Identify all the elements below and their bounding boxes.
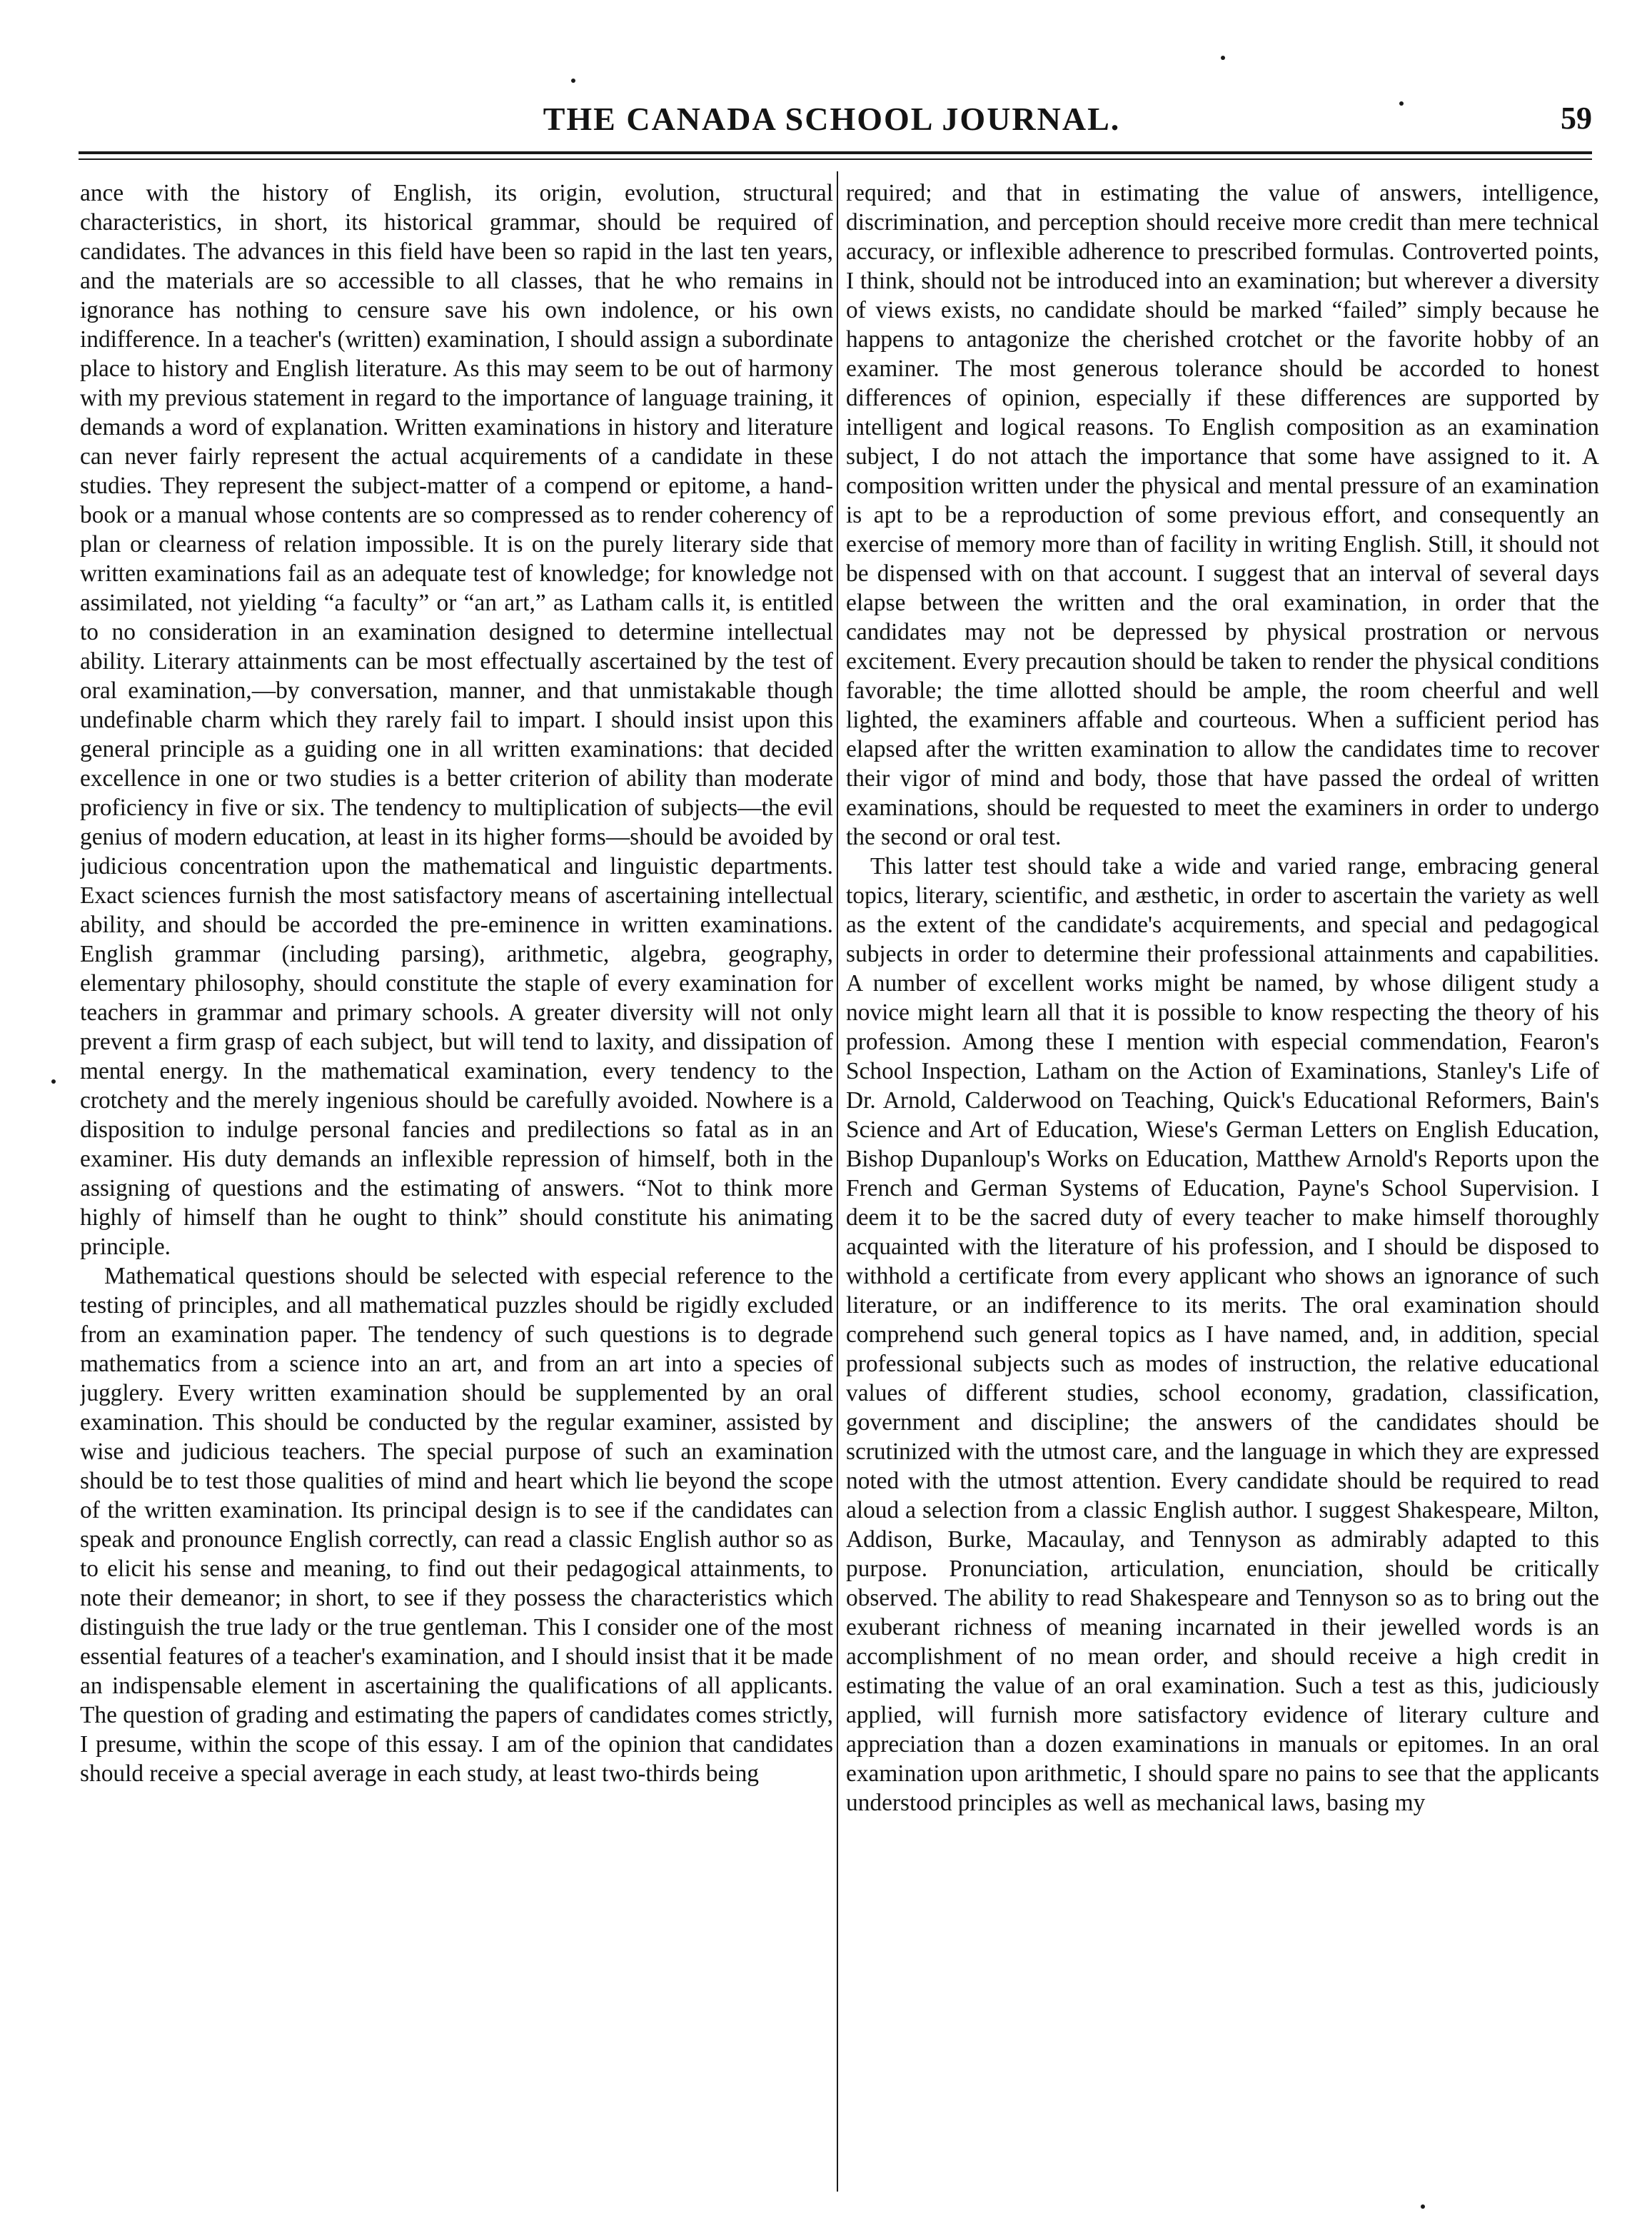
paragraph: This latter test should take a wide and varied range, embracing general topics, literary, scientific, and æsthetic, in order to ascertain the variety as well as the extent of the candidate's acquirements, and special and pedagogical subjects in order to determine their professional attainments and capabilities. A number of excellent works might be named, by whose diligent study a novice might learn all that it is possible to know respecting the theory of his profession. Among these I mention with especial commendation, Fearon's School Inspection, Latham on the Action of Examinations, Stanley's Life of Dr. Arnold, Calderwood on Teaching, Quick's Educational Reformers, Bain's Science and Art of Education, Wiese's German Letters on English Education, Bishop Dupanloup's Works on Education, Matthew Arnold's Reports upon the French and German Systems of Education, Payne's School Supervision. I deem it to be the sacred duty of every teacher to make himself thoroughly acquainted with the literature of his profession, and I should be disposed to withhold a certificate from every applicant who shows an ignorance of such literature, or an indifference to its merits. The oral examination should comprehend such general topics as I have named, and, in addition, special professional subjects such as modes of instruction, the relative educational values of different studies, school economy, gradation, classification, government and discipline; the answers of the candidates should be scrutinized with the utmost care, and the language in which they are expressed noted with the utmost attention. Every candidate should be required to read aloud a selection from a classic English author. I suggest Shakespeare, Milton, Addison, Burke, Macaulay, and Tennyson as admirably adapted to this purpose. Pronunciation, articulation, enunciation, should be critically observed. The ability to read Shakespeare and Tennyson so as to bring out the exuberant richness of meaning incarnated in their jewelled words is an accomplishment of no mean order, and should receive a high credit in estimating the value of an oral examination. Such a test as this, judiciously applied, will furnish more satisfactory evidence of literary culture and appreciation than a dozen examinations in manuals or epitomes. In an oral examination upon arithmetic, I should spare no pains to see that the applicants understood principles as well as mechanical laws, basing my [846,853,1599,1816]
print-speck [1421,2204,1425,2209]
paragraph: ance with the history of English, its origin, evolution, structural characteristics, in short, its historical grammar, should be required of candidates. The advances in this field have been so rapid in the last ten years, and the materials are so accessible to all classes, that he who remains in ignorance has nothing to censure save his own indolence, or his own indifference. In a teacher's (written) examination, I should assign a subordinate place to history and English literature. As this may seem to be out of harmony with my previous statement in regard to the importance of language training, it demands a word of explanation. Written examinations in history and literature can never fairly represent the actual acquirements of a candidate in these studies. They represent the subject-matter of a compend or epitome, a hand-book or a manual whose contents are so compressed as to render coherency of plan or clearness of relation impossible. It is on the purely literary side that written examinations fail as an adequate test of knowledge; for knowledge not assimilated, not yielding “a faculty” or “an art,” as Latham calls it, is entitled to no consideration in an examination designed to determine intellectual ability. Literary attainments can be most effectually ascertained by the test of oral examination,—by conversation, manner, and that unmistakable though undefinable charm which they rarely fail to impart. I should insist upon this general principle as a guiding one in all written examinations: that decided excellence in one or two studies is a better criterion of ability than moderate proficiency in five or six. The tendency to multiplication of subjects—the evil genius of modern education, at least in its higher forms—should be avoided by judicious concentration upon the mathematical and linguistic departments. Exact sciences furnish the most satisfactory means of ascertaining intellectual ability, and should be accorded the pre-eminence in written examinations. English grammar (including parsing), arithmetic, algebra, geography, elementary philosophy, should constitute the staple of every examination for teachers in grammar and primary schools. A greater diversity will not only prevent a firm grasp of each subject, but will tend to laxity, and dissipation of mental energy. In the mathematical examination, every tendency to the crotchety and the merely ingenious should be carefully avoided. Nowhere is a disposition to indulge personal fancies and predilections so fatal as in an examiner. His duty demands an inflexible repression of himself, both in the assigning of questions and the estimating of answers. “Not to think more highly of himself than he ought to think” should constitute his animating principle. [80,180,833,1260]
paragraph: required; and that in estimating the value of answers, intelligence, discrimination, and perception should receive more credit than mere technical accuracy, or inflexible adherence to prescribed formulas. Controverted points, I think, should not be introduced into an examination; but wherever a diversity of views exists, no candidate should be marked “failed” simply because he happens to antagonize the cherished crotchet or the favorite hobby of an examiner. The most generous tolerance should be accorded to honest differences of opinion, especially if these differences are supported by intelligent and logical reasons. To English composition as an examination subject, I do not attach the importance that some have assigned to it. A composition written under the physical and mental pressure of an examination is apt to be a reproduction of some previous effort, and consequently an exercise of memory more than of facility in writing English. Still, it should not be dispensed with on that account. I suggest that an interval of several days elapse between the written and the oral examination, in order that the candidates may not be depressed by physical prostration or nervous excitement. Every precaution should be taken to render the physical conditions favorable; the time allotted should be ample, the room cheerful and well lighted, the examiners affable and courteous. When a sufficient period has elapsed after the written examination to allow the candidates time to recover their vigor of mind and body, those that have passed the ordeal of written examinations, should be requested to meet the examiners in order to undergo the second or oral test. [846,180,1599,850]
header-rule-thick [79,151,1592,154]
page-number: 59 [1561,101,1592,136]
print-speck [1221,56,1225,60]
print-speck [1399,101,1404,106]
column-divider [837,171,838,2192]
right-column [846,178,1599,2184]
journal-title: THE CANADA SCHOOL JOURNAL. [543,101,1121,137]
left-column [80,178,833,2184]
header-rule-thin [79,158,1592,160]
running-header [71,100,1592,150]
print-speck [51,1079,56,1084]
paragraph: Mathematical questions should be selected with especial reference to the testing of principles, and all mathematical puzzles should be rigidly excluded from an examination paper. The tendency of such questions is to degrade mathematics from a science into an art, and from an art into a species of jugglery. Every written examination should be supplemented by an oral examination. This should be conducted by the regular examiner, assisted by wise and judicious teachers. The special purpose of such an examination should be to test those qualities of mind and heart which lie beyond the scope of the written examination. Its principal design is to see if the candidates can speak and pronounce English correctly, can read a classic English author so as to elicit his sense and meaning, to find out their pedagogical attainments, to note their demeanor; in short, to see if they possess the characteristics which distinguish the true lady or the true gentleman. This I consider one of the most essential features of a teacher's examination, and I should insist that it be made an indispensable element in ascertaining the qualifications of all applicants. The question of grading and estimating the papers of candidates comes strictly, I presume, within the scope of this essay. I am of the opinion that candidates should receive a special average in each study, at least two-thirds being [80,1263,833,1787]
print-speck [571,79,575,83]
